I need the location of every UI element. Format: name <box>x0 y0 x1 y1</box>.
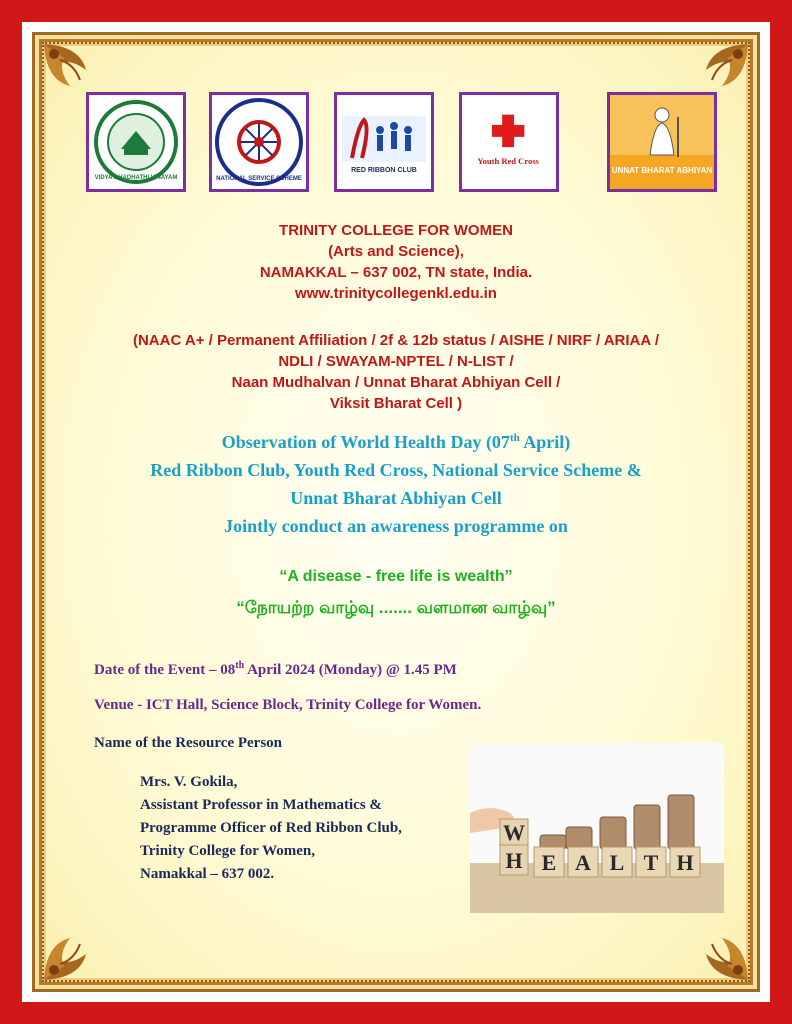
corner-ornament-icon <box>40 914 110 984</box>
health-block-letter: E <box>541 850 557 875</box>
nss-logo <box>209 92 309 192</box>
accreditation-line: Viksit Bharat Cell ) <box>329 395 463 412</box>
college-header <box>60 220 732 304</box>
resource-line: Mrs. V. Gokila, <box>140 774 238 790</box>
logo-caption: RED RIBBON CLUB <box>351 167 417 174</box>
college-address: NAMAKKAL – 637 002, TN state, India. <box>259 264 533 281</box>
theme-tamil: “நோயற்ற வாழ்வு ....... வளமான வாழ்வு” <box>236 598 556 617</box>
health-block-letter: T <box>643 850 659 875</box>
accreditation-block <box>60 330 732 414</box>
event-title-block <box>60 424 732 540</box>
theme-english: “A disease - free life is wealth” <box>279 568 513 585</box>
event-date: Date of the Event – 08th April 2024 (Monday) @ 1.45 PM <box>94 660 457 678</box>
college-name: TRINITY COLLEGE FOR WOMEN <box>279 222 513 239</box>
youth-red-cross-logo <box>459 92 559 192</box>
trinity-college-logo <box>86 92 186 192</box>
health-block-letter: L <box>609 850 625 875</box>
corner-ornament-icon <box>682 914 752 984</box>
health-coins-image <box>470 743 724 913</box>
accreditation-line: Naan Mudhalvan / Unnat Bharat Abhiyan Cell / <box>231 374 561 391</box>
logo-caption: VIDYA DHADHATHI VINAYAM <box>94 175 178 181</box>
resource-line: Programme Officer of Red Ribbon Club, <box>140 820 402 836</box>
event-venue: Venue - ICT Hall, Science Block, Trinity College for Women. <box>94 697 482 713</box>
event-conduct: Jointly conduct an awareness programme on <box>224 516 568 536</box>
accreditation-line: (NAAC A+ / Permanent Affiliation / 2f & 12b status / AISHE / NIRF / ARIAA / <box>132 332 660 349</box>
event-organizers: Red Ribbon Club, Youth Red Cross, National Service Scheme & <box>150 460 642 480</box>
resource-heading: Name of the Resource Person <box>94 735 283 751</box>
logo-caption: UNNAT BHARAT ABHIYAN <box>611 166 713 175</box>
health-block-letter: H <box>676 850 694 875</box>
resource-line: Assistant Professor in Mathematics & <box>140 797 382 813</box>
logo-caption: Youth Red Cross <box>477 156 539 167</box>
event-organizers: Unnat Bharat Abhiyan Cell <box>290 488 502 508</box>
college-website: www.trinitycollegenkl.edu.in <box>295 285 497 302</box>
resource-person-details <box>140 771 470 886</box>
resource-line: Namakkal – 637 002. <box>140 866 275 882</box>
health-block-letter: W <box>503 820 525 845</box>
event-title: Observation of World Health Day (07th April) <box>221 432 571 452</box>
college-type: (Arts and Science), <box>328 243 464 260</box>
health-block-letter: A <box>575 850 591 875</box>
resource-line: Trinity College for Women, <box>140 843 315 859</box>
logo-caption: NATIONAL SERVICE SCHEME <box>216 176 302 182</box>
red-ribbon-club-logo <box>334 92 434 192</box>
health-block-letter: H <box>505 848 523 873</box>
accreditation-line: NDLI / SWAYAM-NPTEL / N-LIST / <box>278 353 514 370</box>
unnat-bharat-abhiyan-logo <box>607 92 717 192</box>
